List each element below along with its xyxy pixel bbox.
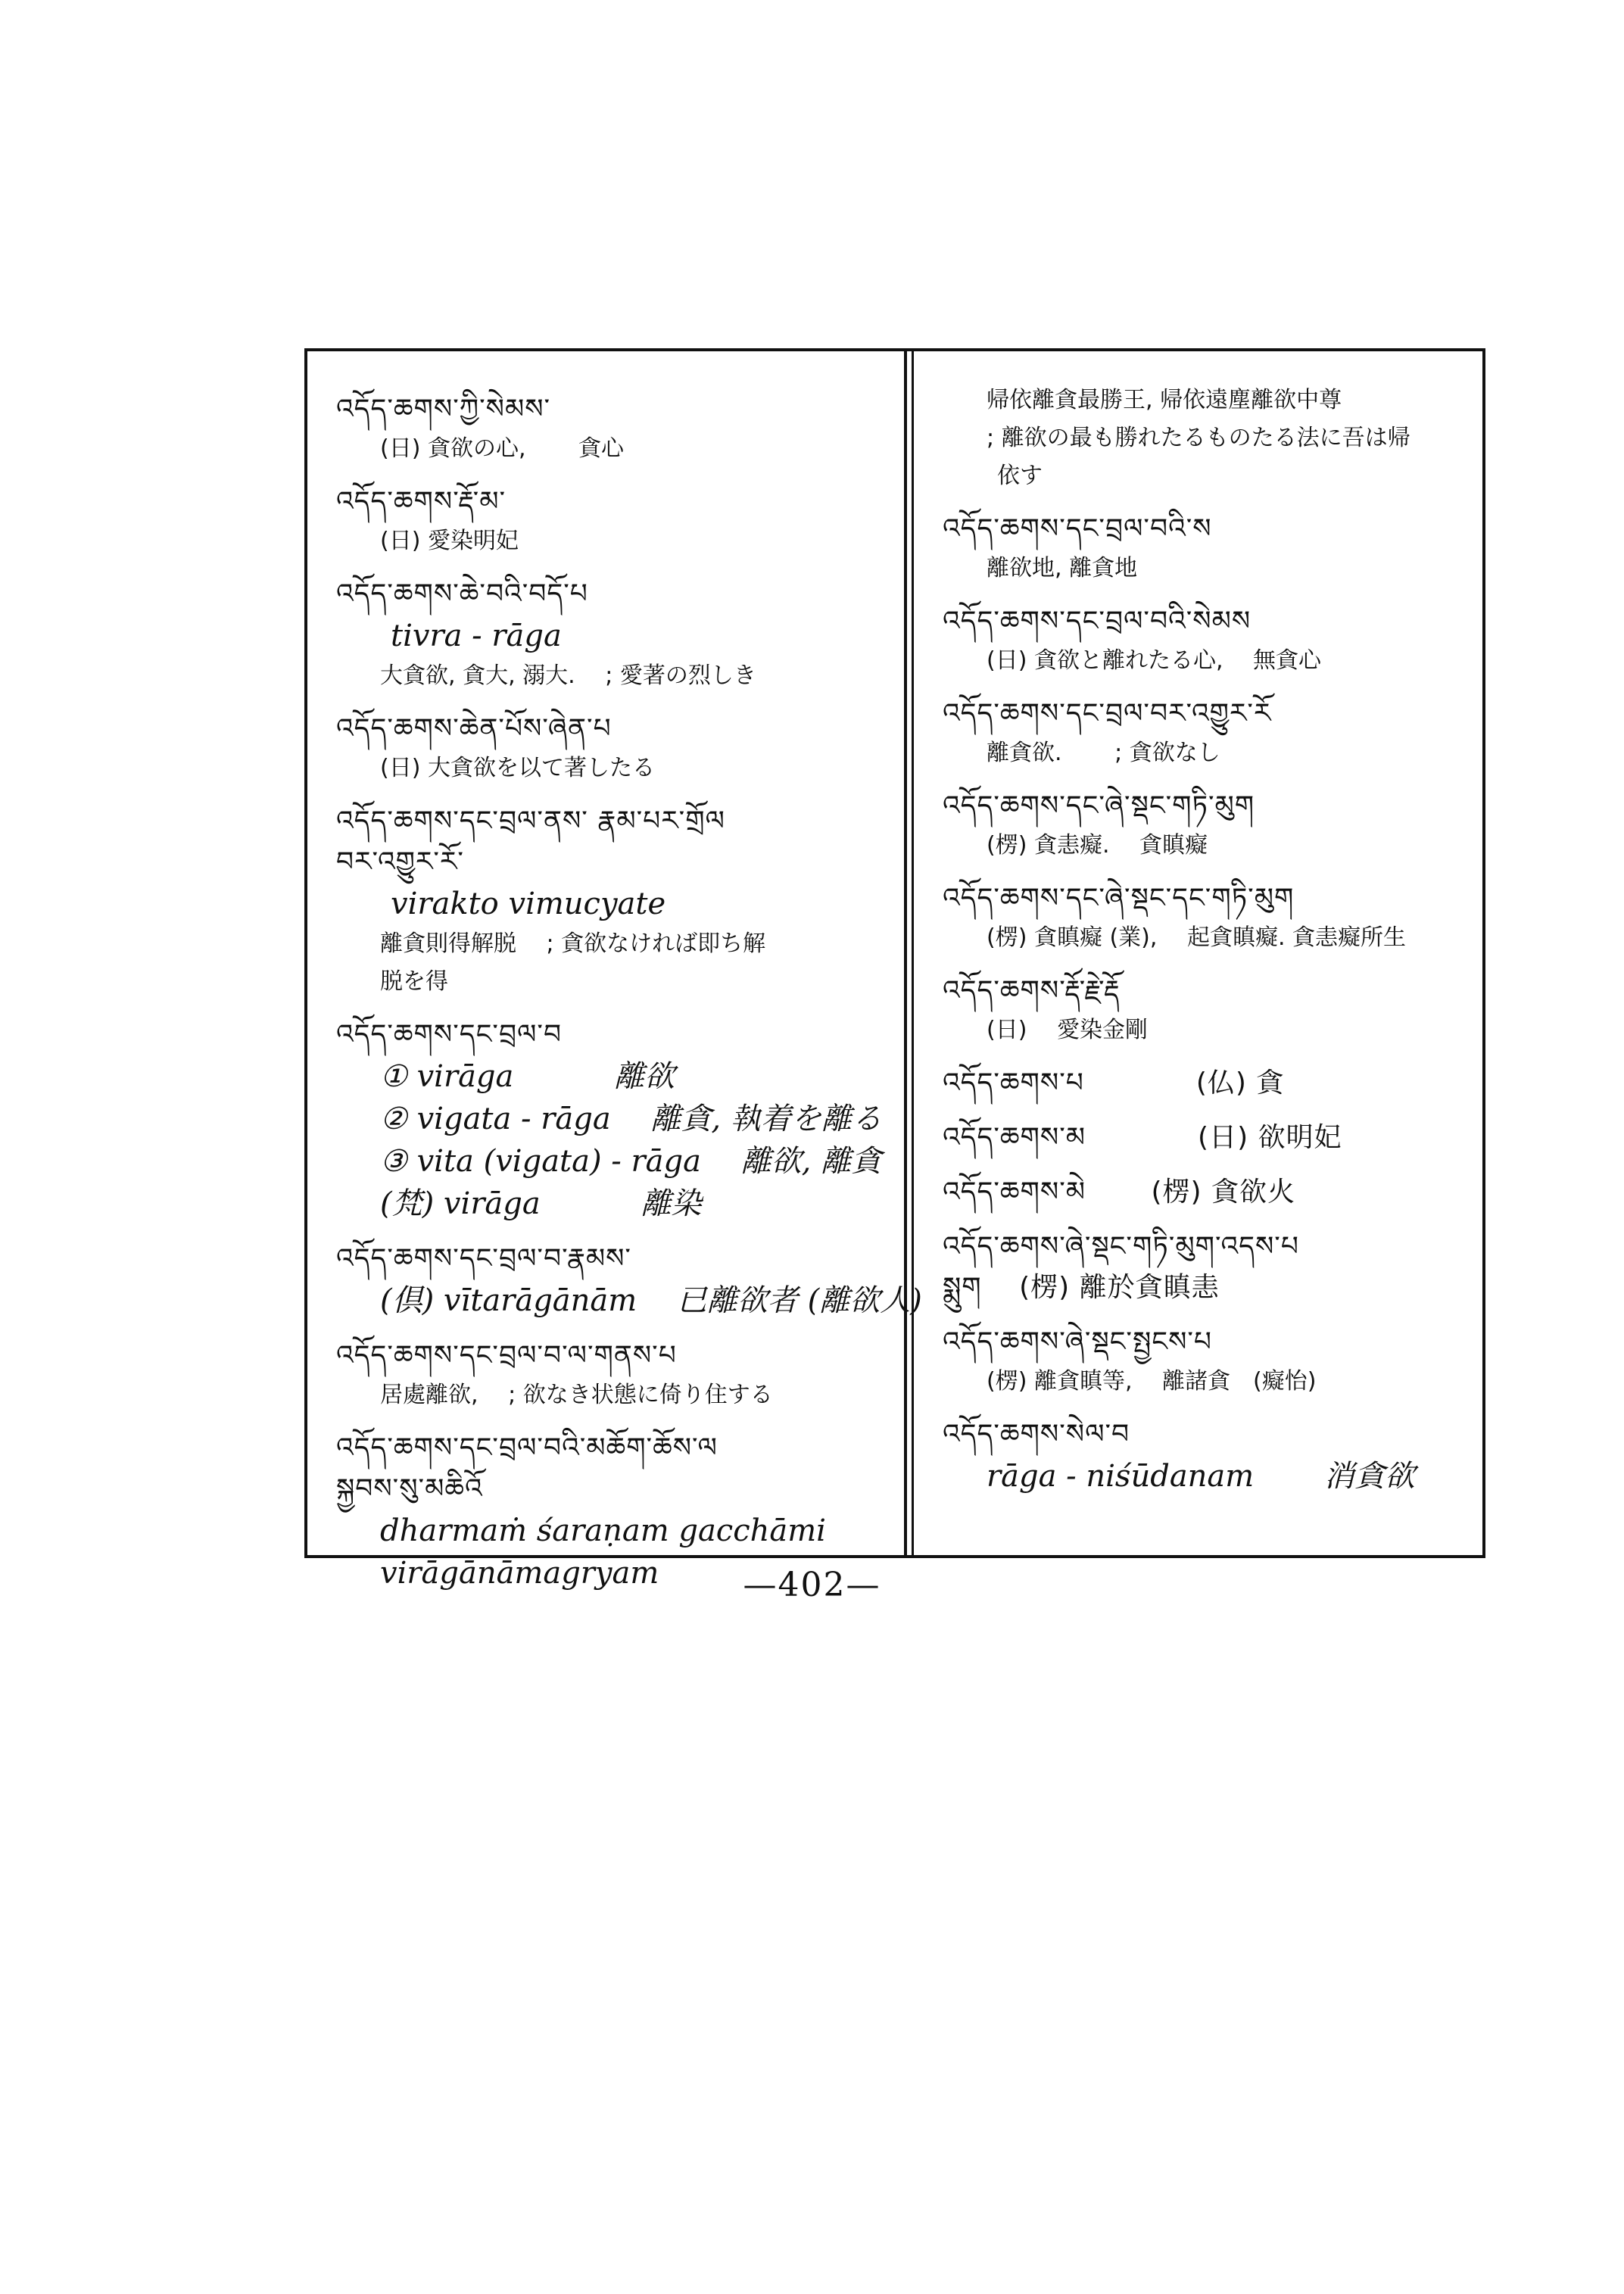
tibetan-headword: འདོད་ཆགས་ཞེ་སྡང་སྤྱངས་པ (943, 1326, 1213, 1357)
tibetan-headword: འདོད་ཆགས་ཆེན་པོས་ཞེན་པ (336, 713, 612, 744)
tibetan-headword: འདོད་ཆགས་དང་བྲལ་ནས་ རྣམ་པར་གྲོལ (336, 806, 725, 837)
sanskrit-line: rāga - niśūdanam 消貪欲 (987, 1459, 1415, 1494)
tibetan-headword: འདོད་ཆགས་དང་ཞེ་སྡང་གཏི་མུག (943, 790, 1255, 821)
dictionary-entry (336, 1239, 922, 1322)
tibetan-headword: འདོད་ཆགས་རྡོ་རྗེ་རྡོ (943, 975, 1121, 1006)
dictionary-entry (336, 1336, 889, 1414)
japanese-gloss: (日) 愛染金剛 (987, 1017, 1148, 1043)
japanese-gloss: 帰依離貪最勝王, 帰依遠塵離欲中尊 (987, 387, 1342, 413)
page-number: —402— (743, 1566, 881, 1604)
japanese-gloss: 離貪欲. ; 貪欲なし (987, 740, 1220, 766)
dictionary-entry (943, 1117, 1467, 1158)
japanese-gloss: 脱を得 (380, 968, 448, 995)
tibetan-headword: འདོད་ཆགས་དང་བྲལ་བ་རྣམས་ (336, 1243, 631, 1274)
sanskrit-line: ③ vita (vigata) - rāga 離欲, 離貪 (380, 1144, 882, 1179)
sanskrit-line: ② vigata - rāga 離貪, 執着を離る (380, 1102, 882, 1136)
japanese-gloss: (楞) 貪瞋癡 (業), 起貪瞋癡. 貪恚癡所生 (987, 924, 1407, 951)
sanskrit-line: tivra - rāga (391, 619, 562, 653)
sanskrit-line: (倶) vītarāgānām 已離欲者 (離欲人) (380, 1283, 922, 1318)
dictionary-entry (943, 786, 1467, 865)
tibetan-headword: འདོད་ཆགས་རྡོ་མ་ (336, 486, 507, 517)
dictionary-entry (943, 1172, 1467, 1213)
dictionary-entry (336, 709, 889, 787)
dictionary-entry (943, 601, 1467, 680)
dictionary-entry (943, 693, 1467, 772)
tibetan-headword: འདོད་ཆགས་དང་ཞེ་སྡང་དང་གཏི་མུག (943, 883, 1295, 914)
tibetan-headword: འདོད་ཆགས་ཀྱི་སེམས་ (336, 394, 551, 425)
japanese-gloss: 居處離欲, ; 欲なき状態に倚り住する (380, 1382, 773, 1408)
japanese-gloss: 大貪欲, 貪大, 溺大. ; 愛著の烈しき (380, 662, 756, 689)
tibetan-headword: འདོད་ཆགས་མ (日) 欲明妃 (943, 1122, 1342, 1153)
japanese-gloss: 離貪則得解脱 ; 貪欲なければ即ち解 (380, 930, 766, 957)
tibetan-headword: སྐྱབས་སུ་མཆིའོ (336, 1473, 483, 1504)
dictionary-entry (943, 1063, 1467, 1104)
japanese-gloss: (楞) 貪恚癡. 貪瞋癡 (987, 832, 1208, 859)
japanese-gloss: ; 離欲の最も勝れたるものたる法に吾は帰 (987, 425, 1410, 451)
sanskrit-line: virakto vimucyate (391, 887, 666, 921)
japanese-gloss: (日) 愛染明妃 (380, 528, 519, 554)
tibetan-headword: འདོད་ཆགས་པ (仏) 貪 (943, 1068, 1285, 1099)
dictionary-entry (336, 482, 889, 560)
sanskrit-line: dharmaṁ śaraṇam gacchāmi (380, 1513, 826, 1548)
tibetan-headword: འདོད་ཆགས་དང་བྲལ་བ་ལ་གནས་པ (336, 1340, 677, 1371)
japanese-gloss: 離欲地, 離貪地 (987, 555, 1138, 581)
tibetan-headword: འདོད་ཆགས་དང་བྲལ་བའི་སེམས (943, 606, 1252, 637)
japanese-gloss: (日) 貪欲の心, 貪心 (380, 435, 625, 462)
tibetan-headword: འདོད་ཆགས་ཞེ་སྡང་གཏི་མུག་འདས་པ (943, 1231, 1299, 1262)
dictionary-entry (943, 1414, 1467, 1498)
dictionary-entry (336, 1015, 889, 1225)
dictionary-entry (336, 389, 889, 468)
tibetan-headword: འདོད་ཆགས་སེལ་བ (943, 1419, 1130, 1450)
dictionary-entry (943, 878, 1467, 957)
right-column (912, 351, 1482, 1555)
sanskrit-line: virāgānāmagryam (380, 1556, 659, 1591)
japanese-gloss: (日) 貪欲と離れたる心, 無貪心 (987, 647, 1322, 674)
tibetan-headword: འདོད་ཆགས་དང་བྲལ་བ (336, 1019, 563, 1050)
dictionary-entry (943, 509, 1467, 588)
tibetan-headword: འདོད་ཆགས་མེ (楞) 貪欲火 (943, 1177, 1296, 1208)
sanskrit-line: (梵) virāga 離染 (380, 1186, 702, 1221)
japanese-gloss: (日) 大貪欲を以て著したる (380, 755, 655, 781)
tibetan-headword: འདོད་ཆགས་ཆེ་བའི་བདོ་པ (336, 578, 588, 609)
tibetan-headword: འདོད་ཆགས་དང་བྲལ་བའི་ས (943, 513, 1212, 544)
tibetan-headword: སྨུག (楞) 離於貪瞋恚 (943, 1272, 1220, 1303)
dictionary-entry (943, 382, 1467, 495)
dictionary-entry (943, 971, 1467, 1049)
sanskrit-line: ① virāga 離欲 (380, 1059, 675, 1094)
dictionary-entry (943, 1322, 1467, 1401)
dictionary-entry (336, 801, 889, 1001)
dictionary-entry (336, 574, 889, 695)
tibetan-headword: འདོད་ཆགས་དང་བྲལ་བར་འགྱུར་རོ (943, 698, 1272, 729)
tibetan-headword: འདོད་ཆགས་དང་བྲལ་བའི་མཆོག་ཆོས་ལ (336, 1432, 718, 1463)
dictionary-entry (943, 1226, 1467, 1308)
tibetan-headword: བར་འགྱུར་རོ་ (336, 846, 464, 877)
japanese-gloss: 依す (997, 463, 1043, 489)
japanese-gloss: (楞) 離貪瞋等, 離諸貪 (癡怡) (987, 1368, 1317, 1395)
